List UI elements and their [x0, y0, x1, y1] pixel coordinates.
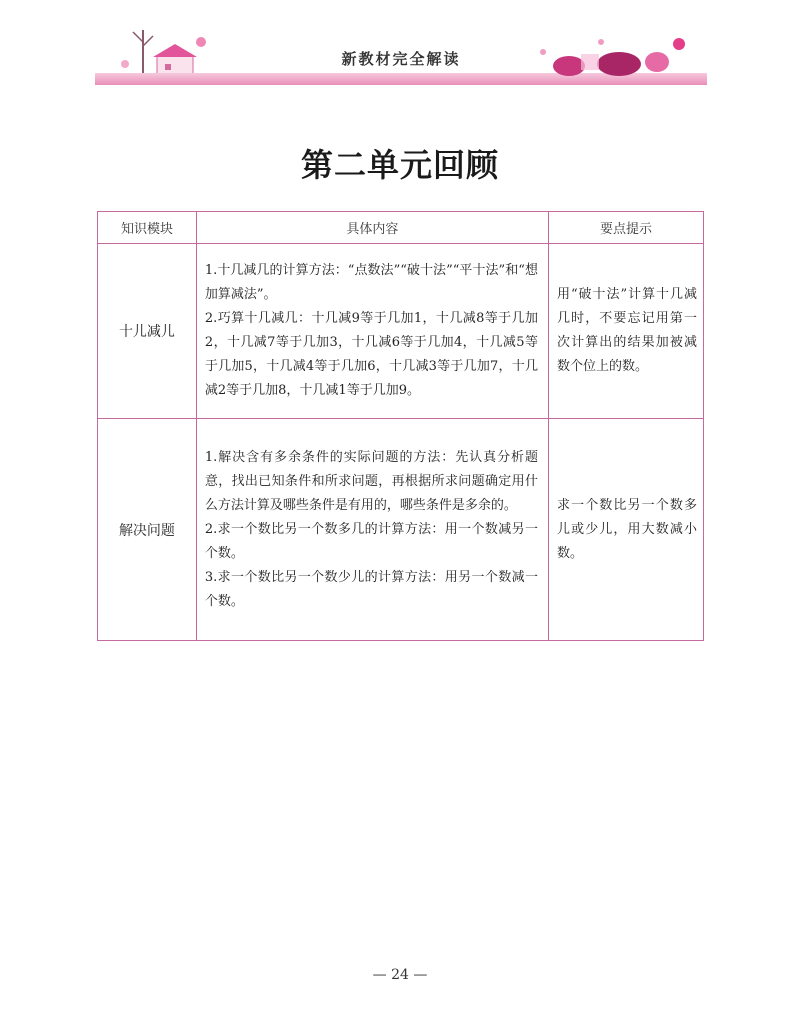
page-number: — 24 — [372, 967, 428, 983]
flower-bush-decoration-icon [519, 32, 699, 78]
review-table [97, 211, 704, 641]
tip-cell: 求一个数比另一个数多儿或少儿，用大数减小数。 [548, 419, 703, 641]
module-cell: 解决问题 [98, 419, 197, 641]
module-cell: 十儿减儿 [98, 244, 197, 419]
content-point: 3.求一个数比另一个数少儿的计算方法：用另一个数减一个数。 [204, 569, 538, 609]
content-point: 1.十几减几的计算方法：“点数法”“破十法”“平十法”和“想加算减法”。 [204, 263, 538, 302]
content-point: 2.求一个数比另一个数多几的计算方法：用一个数减另一个数。 [204, 521, 538, 561]
table-header-row [98, 212, 704, 244]
page-header [95, 18, 707, 88]
column-header-content: 具体内容 [196, 212, 548, 244]
column-header-tip: 要点提示 [548, 212, 703, 244]
content-cell [196, 244, 548, 419]
table-row [98, 244, 704, 419]
tip-cell: 用“破十法”计算十几减几时，不要忘记用第一次计算出的结果加被减数个位上的数。 [548, 244, 703, 419]
header-title: 新教材完全解读 [341, 50, 461, 68]
content-point: 1.解决含有多余条件的实际问题的方法：先认真分析题意，找出已知条件和所求问题，再根据所求问题确定用什么方法计算及哪些条件是有用的，哪些条件是多余的。 [204, 449, 538, 513]
column-header-module: 知识模块 [98, 212, 197, 244]
content-cell [196, 419, 548, 641]
table-row [98, 419, 704, 641]
page-title: 第二单元回顾 [300, 146, 499, 184]
content-point: 2.巧算十几减几：十几减9等于几加1，十几减8等于几加2，十几减7等于几加3，十几减6等于几加4，十几减5等于几加5，十几减4等于几加6，十几减3等于几加7，十几减2等于几加8，十几减1等于几加9。 [204, 311, 538, 398]
